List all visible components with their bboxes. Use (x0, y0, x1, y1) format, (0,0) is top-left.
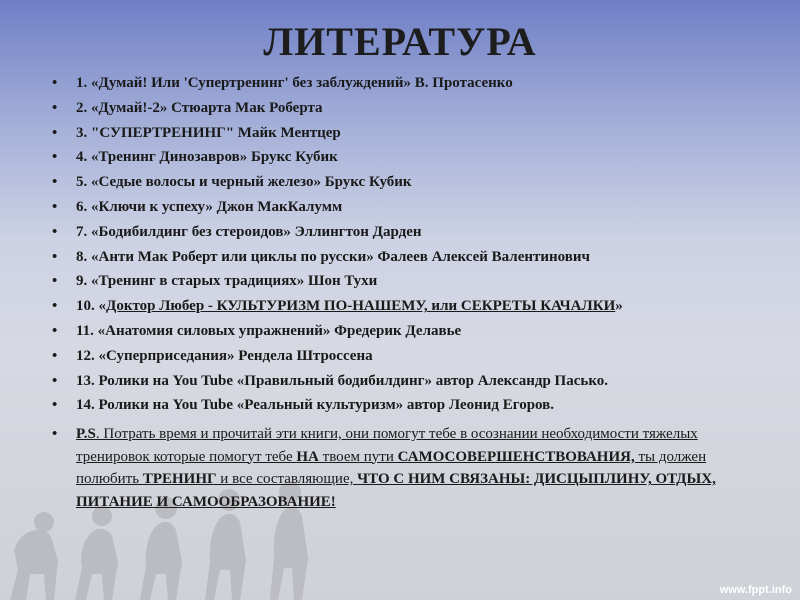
bullet-icon: • (52, 198, 58, 215)
bullet-icon: • (52, 75, 58, 91)
bullet-icon: • (52, 149, 58, 166)
bullet-icon: • (52, 174, 58, 191)
list-item: • 12. «Суперприседания» Рендела Штроссена (52, 344, 752, 369)
list-item: • 5. «Седые волосы и черный железо» Брукс Кубик (52, 170, 752, 195)
bullet-icon: • (52, 372, 58, 389)
bullet-icon: • (52, 99, 58, 116)
bullet-icon: • (52, 248, 58, 265)
bullet-icon: • (52, 124, 58, 141)
bullet-icon: • (52, 347, 58, 364)
list-item: • 6. «Ключи к успеху» Джон МакКалумм (52, 195, 752, 220)
ps-paragraph: • P.S. Потрать время и прочитай эти книги, они помогут тебе в осознании необходимости тяжелых тренировок которые помогут тебе НА твоем пути САМОСОВЕРШЕНСТВОВАНИЯ, ты должен полюбить ТРЕНИНГ и все составляющие, ЧТО С НИМ СВЯЗАНЫ: ДИСЦЫПЛИНУ, ОТДЫХ, ПИТАНИЕ И САМООБРАЗОВАНИЕ! (76, 423, 756, 513)
slide-title: ЛИТЕРАТУРА (263, 19, 537, 64)
list-item: • 7. «Бодибилдинг без стероидов» Эллингтон Дарден (52, 220, 752, 245)
list-item: • 4. «Тренинг Динозавров» Брукс Кубик (52, 145, 752, 170)
bullet-icon: • (52, 322, 58, 339)
bullet-icon: • (52, 298, 58, 315)
list-item: • 14. Ролики на You Tube «Реальный культуризм» автор Леонид Егоров. (52, 393, 752, 418)
list-item: • 8. «Анти Мак Роберт или циклы по русски» Фалеев Алексей Валентинович (52, 245, 752, 270)
footer-url: www.fppt.info (719, 584, 792, 596)
list-item: • 11. «Анатомия силовых упражнений» Фредерик Делавье (52, 319, 752, 344)
bullet-icon: • (52, 223, 58, 240)
bullet-icon: • (52, 273, 58, 290)
list-item: • 1. «Думай! Или 'Супертренинг' без заблуждений» В. Протасенко (52, 71, 752, 96)
bullet-icon: • (52, 397, 58, 414)
book-link[interactable]: Доктор Любер - КУЛЬТУРИЗМ ПО-НАШЕМУ, или СЕКРЕТЫ КАЧАЛКИ (106, 298, 616, 315)
list-item: • 13. Ролики на You Tube «Правильный бодибилдинг» автор Александр Пасько. (52, 369, 752, 394)
list-item: • 2. «Думай!-2» Стюарта Мак Роберта (52, 96, 752, 121)
list-item: • 3. "СУПЕРТРЕНИНГ" Майк Ментцер (52, 121, 752, 146)
list-item: • 9. «Тренинг в старых традициях» Шон Тухи (52, 269, 752, 294)
bullet-icon: • (52, 426, 58, 442)
list-item: • 10. «Доктор Любер - КУЛЬТУРИЗМ ПО-НАШЕМУ, или СЕКРЕТЫ КАЧАЛКИ» (52, 294, 752, 319)
literature-list (52, 71, 752, 418)
ps-label: P.S (76, 426, 96, 442)
